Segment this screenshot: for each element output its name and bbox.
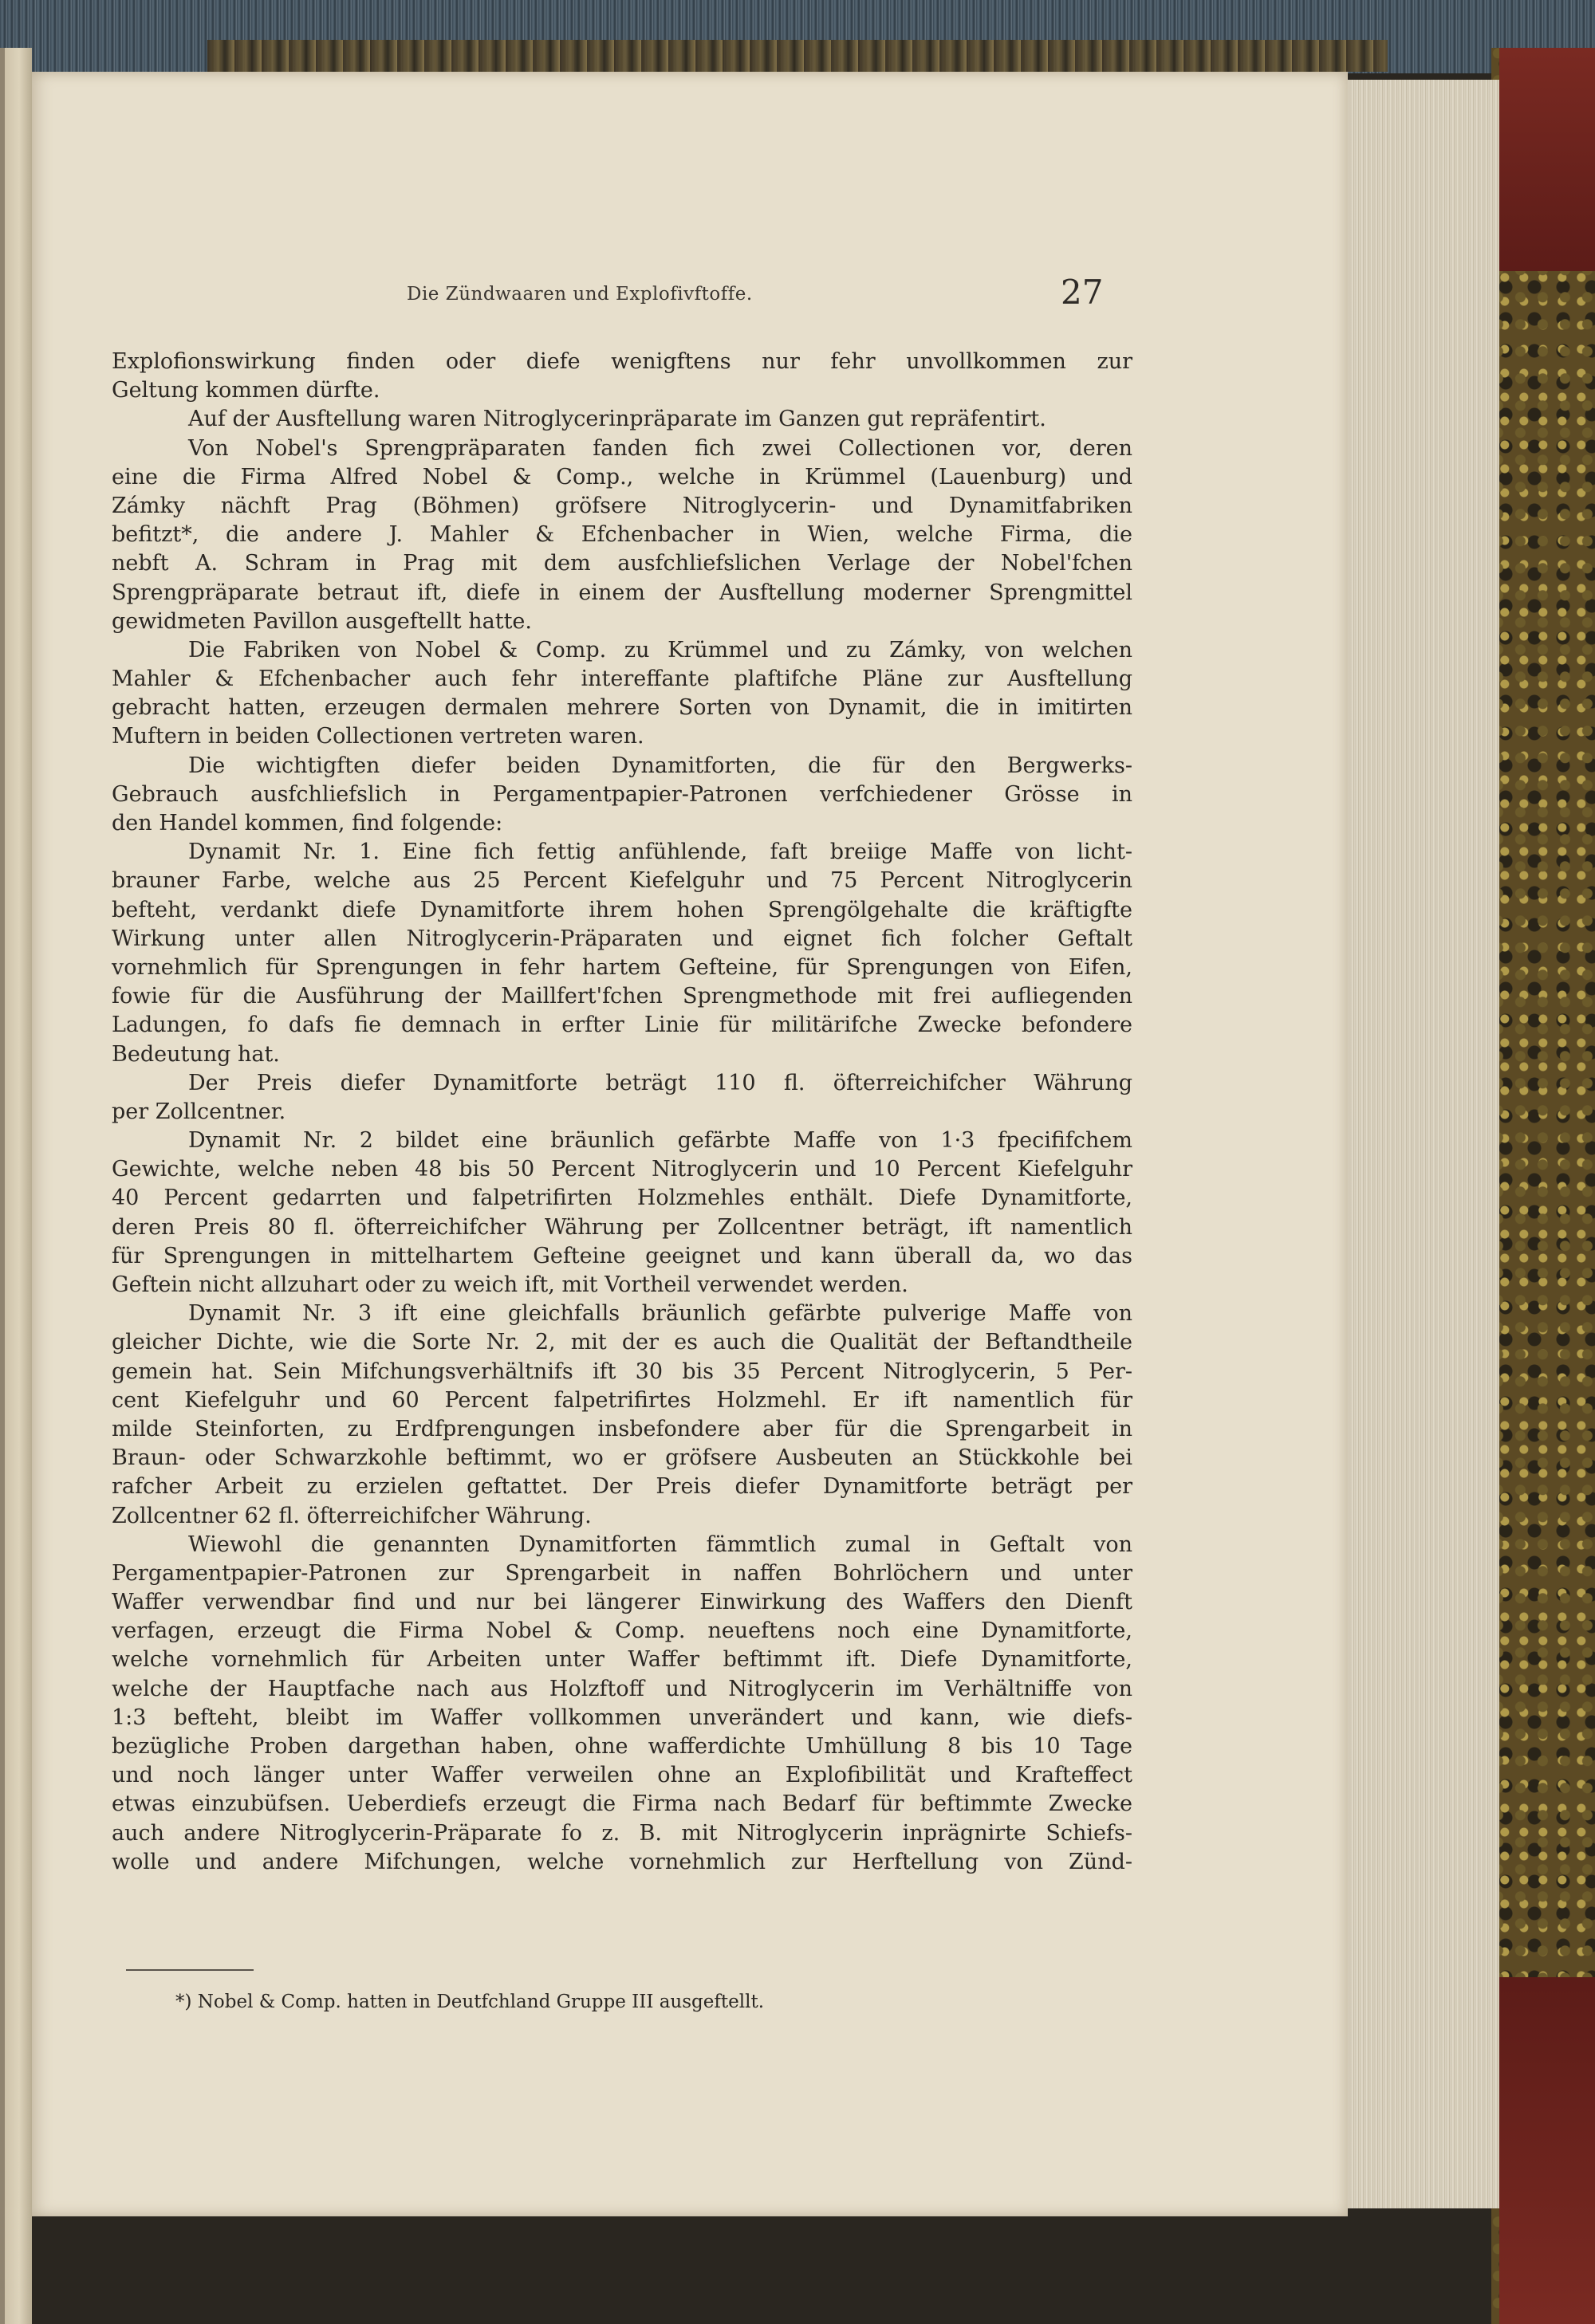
text-line: Mahler & Efchenbacher auch fehr intereffante plaftifche Pläne zur Ausftellung (112, 667, 1132, 692)
text-line: Zollcentner 62 fl. öfterreichifcher Währung. (112, 1503, 592, 1528)
text-line: Gebrauch ausfchliefslich in Pergamentpapier-Patronen verfchiedener Grösse in (112, 781, 1132, 807)
text-line: Bedeutung hat. (112, 1041, 280, 1067)
footnote-rule (126, 1969, 254, 1971)
text-line: für Sprengungen in mittelhartem Gefteine geeignet und kann überall da, wo das (112, 1243, 1132, 1268)
book-page (32, 72, 1348, 2216)
text-line: befitzt*, die andere J. Mahler & Efchenbacher in Wien, welche Firma, die (112, 522, 1132, 548)
text-line: Dynamit Nr. 1. Eine fich fettig anfühlende, faft breiige Maffe von licht- (188, 840, 1132, 865)
footnote: *) Nobel & Comp. hatten in Deutfchland Gruppe III ausgeftellt. (175, 1992, 765, 2012)
leather-corner-top (1499, 48, 1595, 271)
text-line: Pergamentpapier-Patronen zur Sprengarbeit in naffen Bohrlöchern und unter (112, 1560, 1132, 1586)
text-line: welche der Hauptfache nach aus Holzftoff und Nitroglycerin im Verhältniffe von (112, 1676, 1132, 1701)
text-line: eine die Firma Alfred Nobel & Comp., welche in Krümmel (Lauenburg) und (112, 464, 1132, 490)
text-line: 1:3 befteht, bleibt im Waffer vollkommen unverändert und kann, wie diefs- (112, 1705, 1132, 1730)
text-line: Dynamit Nr. 2 bildet eine bräunlich gefärbte Maffe von 1·3 fpecififchem (188, 1128, 1132, 1154)
text-line: Gewichte, welche neben 48 bis 50 Percent Nitroglycerin und 10 Percent Kiefelguhr (112, 1157, 1132, 1182)
running-title: Die Zündwaaren und Explofivftoffe. (407, 284, 753, 305)
text-line: Dynamit Nr. 3 ift eine gleichfalls bräunlich gefärbte pulverige Maffe von (188, 1301, 1132, 1327)
text-line: vornehmlich für Sprengungen in fehr hartem Gefteine, für Sprengungen von Eifen, (112, 954, 1132, 980)
text-line: Der Preis diefer Dynamitforte beträgt 110 fl. öfterreichifcher Währung (188, 1070, 1132, 1095)
text-line: Von Nobel's Sprengpräparaten fanden fich zwei Collectionen vor, deren (188, 435, 1132, 461)
text-line (112, 1877, 1132, 1905)
text-line: brauner Farbe, welche aus 25 Percent Kiefelguhr und 75 Percent Nitroglycerin (112, 868, 1132, 894)
leather-corner-bottom (1499, 1977, 1595, 2324)
text-line: und noch länger unter Waffer verweilen ohne an Explofibilität und Krafteffect (112, 1763, 1132, 1788)
running-head (32, 273, 1348, 312)
text-line: Die wichtigften diefer beiden Dynamitforten, die für den Bergwerks- (188, 753, 1132, 778)
text-line: gemein hat. Sein Mifchungsverhältnifs ift 30 bis 35 Percent Nitroglycerin, 5 Per- (112, 1359, 1132, 1384)
text-line: etwas einzubüfsen. Ueberdiefs erzeugt die Firma nach Bedarf für beftimmte Zwecke (112, 1791, 1132, 1817)
text-line: Geltung kommen dürfte. (112, 378, 380, 403)
text-line: 40 Percent gedarrten und falpetrifirten Holzmehles enthält. Diefe Dynamitforte, (112, 1186, 1132, 1211)
text-line: Wiewohl die genannten Dynamitforten fämmtlich zumal in Geftalt von (188, 1532, 1132, 1557)
text-line: Muftern in beiden Collectionen vertreten waren. (112, 724, 644, 749)
text-line: welche vornehmlich für Arbeiten unter Waffer beftimmt ift. Diefe Dynamitforte, (112, 1647, 1132, 1673)
text-line: milde Steinforten, zu Erdfprengungen insbefondere aber für die Sprengarbeit in (112, 1416, 1132, 1441)
text-line: per Zollcentner. (112, 1099, 286, 1124)
text-line: Die Fabriken von Nobel & Comp. zu Krümmel und zu Zámky, von welchen (188, 637, 1132, 663)
text-line: Sprengpräparate betraut ift, diefe in einem der Ausftellung moderner Sprengmittel (112, 580, 1132, 605)
facing-page-shadow (0, 48, 5, 2324)
text-line: Zámky nächft Prag (Böhmen) gröfsere Nitroglycerin- und Dynamitfabriken (112, 493, 1132, 518)
binding-band (207, 40, 1388, 72)
text-line: rafcher Arbeit zu erzielen geftattet. Der Preis diefer Dynamitforte beträgt per (112, 1474, 1132, 1500)
text-line: cent Kiefelguhr und 60 Percent falpetrifirtes Holzmehl. Er ift namentlich für (112, 1387, 1132, 1413)
text-line: Ladungen, fo dafs fie demnach in erfter Linie für militärifche Zwecke befondere (112, 1013, 1132, 1038)
page-block-fore-edge (1340, 80, 1499, 2208)
facing-page-edge (0, 48, 32, 2324)
text-line: bezügliche Proben dargethan haben, ohne wafferdichte Umhüllung 8 bis 10 Tage (112, 1734, 1132, 1759)
body-text (112, 348, 1132, 1905)
text-line: deren Preis 80 fl. öfterreichifcher Währung per Zollcentner beträgt, ift namentlich (112, 1214, 1132, 1240)
text-line: wolle und andere Mifchungen, welche vornehmlich zur Herftellung von Zünd- (112, 1849, 1132, 1874)
text-line: Wirkung unter allen Nitroglycerin-Präparaten und eignet fich folcher Geftalt (112, 926, 1132, 951)
text-line: fowie für die Ausführung der Maillfert'fchen Sprengmethode mit frei aufliegenden (112, 984, 1132, 1009)
text-line: gebracht hatten, erzeugen dermalen mehrere Sorten von Dynamit, die in imitirten (112, 695, 1132, 721)
text-line: Auf der Ausftellung waren Nitroglycerinpräparate im Ganzen gut repräfentirt. (188, 407, 1046, 432)
text-line: verfagen, erzeugt die Firma Nobel & Comp. neueftens noch eine Dynamitforte, (112, 1618, 1132, 1644)
text-line: Explofionswirkung finden oder diefe wenigftens nur fehr unvollkommen zur (112, 349, 1132, 374)
text-line: gleicher Dichte, wie die Sorte Nr. 2, mit der es auch die Qualität der Beftandtheile (112, 1330, 1132, 1355)
text-line: Geftein nicht allzuhart oder zu weich ift, mit Vortheil verwendet werden. (112, 1272, 908, 1297)
text-line: Braun- oder Schwarzkohle beftimmt, wo er gröfsere Ausbeuten an Stückkohle bei (112, 1445, 1132, 1471)
text-line: den Handel kommen, find folgende: (112, 811, 503, 836)
text-line: Waffer verwendbar find und nur bei längerer Einwirkung des Waffers den Dienft (112, 1590, 1132, 1615)
text-line: befteht, verdankt diefe Dynamitforte ihrem hohen Sprengölgehalte die kräftigfte (112, 897, 1132, 922)
text-line: gewidmeten Pavillon ausgeftellt hatte. (112, 608, 532, 634)
page-number: 27 (1061, 273, 1104, 312)
text-line: auch andere Nitroglycerin-Präparate fo z. B. mit Nitroglycerin inprägnirte Schiefs- (112, 1820, 1132, 1846)
text-line: nebft A. Schram in Prag mit dem ausfchliefslichen Verlage der Nobel'fchen (112, 551, 1132, 576)
